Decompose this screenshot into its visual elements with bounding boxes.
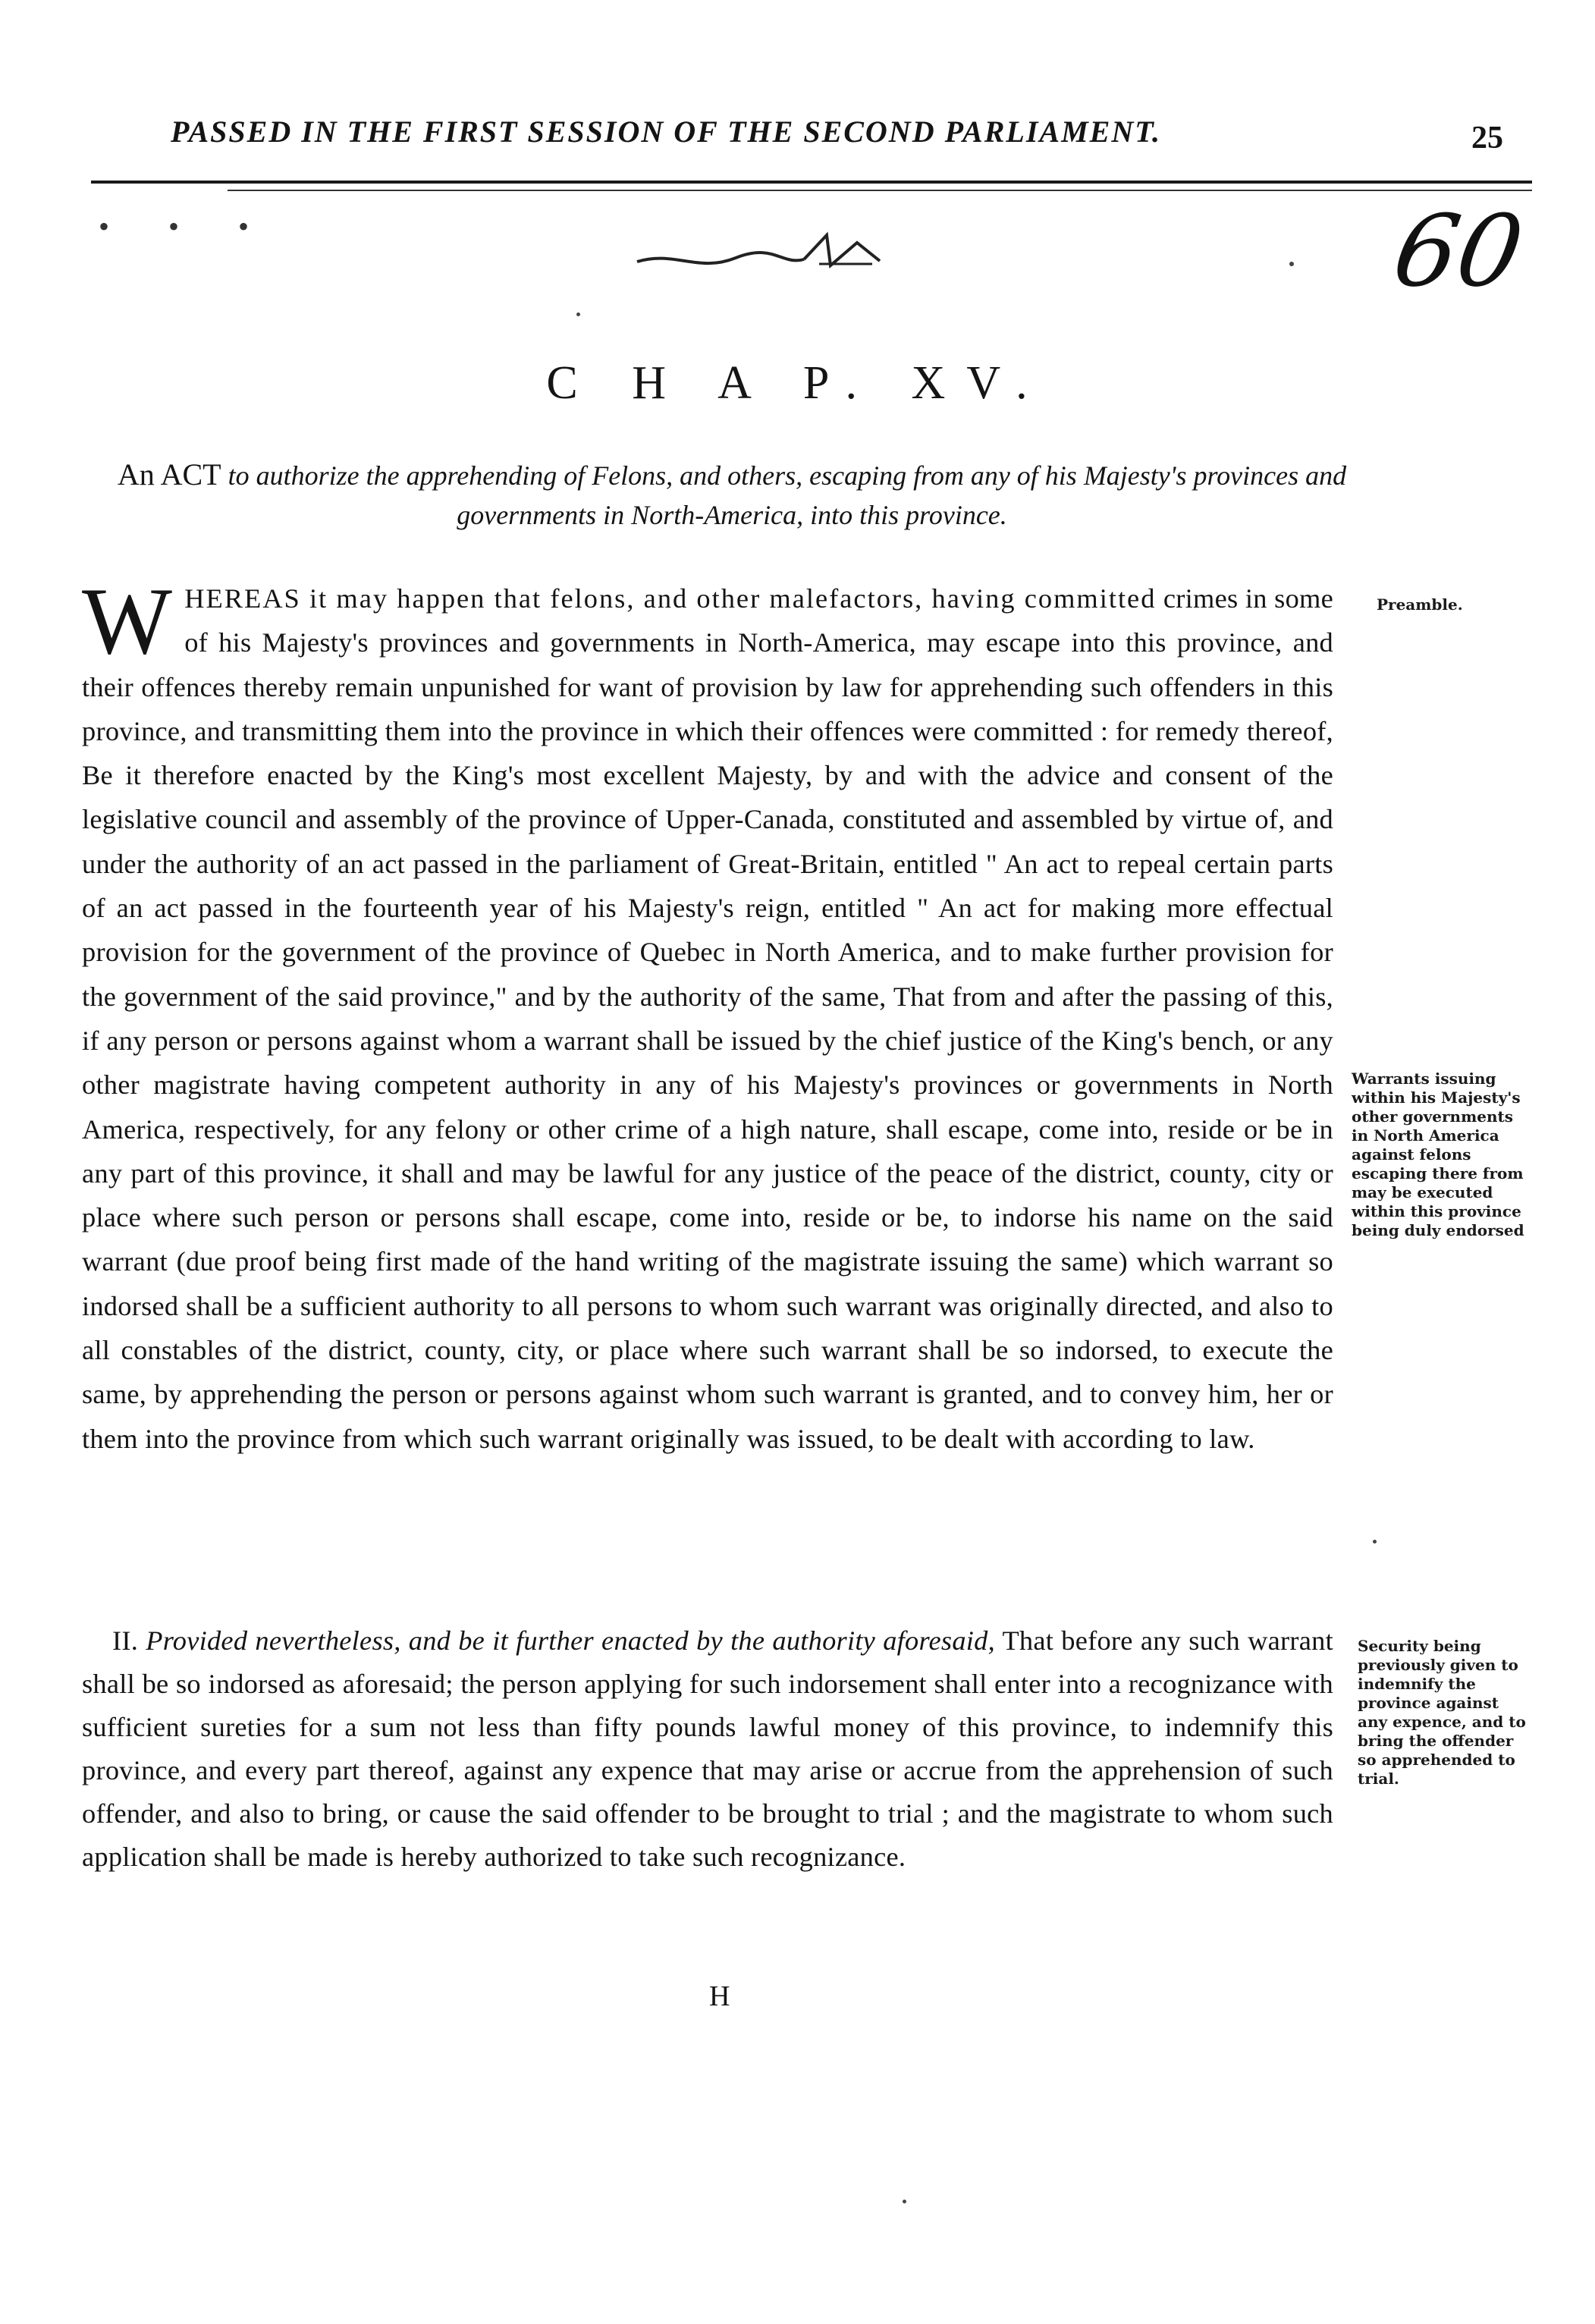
ink-speck (1289, 262, 1294, 266)
handwritten-folio-number: 60 (1385, 193, 1531, 309)
handwritten-scribble (630, 228, 933, 288)
act-title (80, 455, 1384, 535)
margin-note-warrants: Warrants issuing within his Majesty's other governments in North America against felons escaping there from may be executed within this province being duly endorsed (1352, 1069, 1524, 1239)
section-two (82, 1619, 1333, 1879)
ink-speck (576, 312, 580, 316)
header-rule (91, 181, 1532, 184)
running-head: PASSED IN THE FIRST SESSION OF THE SECOND PARLIAMENT. (171, 115, 1161, 149)
section-number: II. (112, 1625, 139, 1656)
preamble-body (82, 569, 1333, 1461)
ink-speck (903, 2200, 906, 2203)
act-title-text: to authorize the apprehending of Felons, and others, escaping from any of his Majesty's provinces and governments in North-America, into this province. (228, 460, 1347, 530)
page-number: 25 (1471, 121, 1503, 155)
signature-mark: H (709, 1980, 730, 2012)
header-rule-secondary (228, 190, 1532, 191)
section-proviso: Provided nevertheless, and be it further enacted by the authority aforesaid, (146, 1625, 995, 1656)
preamble-text: crimes in some of his Majesty's provinces and governments in North-America, may escape into this province, and their offences thereby remain unpunished for want of provision by law for apprehending such offenders in this province, and transmitting them into the province in which their offences were committed : for remedy thereof, Be it therefore enacted by the King's most excellent Majesty, by and with the advice and consent of the legislative council and assembly of the province of Upper-Canada, constituted and assembled by virtue of, and under the authority of an act passed in the parliament of Great-Britain, entitled " An act to repeal certain parts of an act passed in the fourteenth year of his Majesty's reign, entitled " An act for making more effectual provision for the government of the province of Quebec in North America, and to make further provision for the government of the said province," and by the authority of the same, That from and after the passing of this, if any person or persons against whom a warrant shall be issued by the chief justice of the King's bench, or any other magistrate having competent authority in any of his Majesty's provinces or governments in North America, respectively, for any felony or other crime of a high nature, shall escape, come into, reside or be in any part of this province, it shall and may be lawful for any justice of the peace of the district, county, city or place where such person or persons shall escape, come into, reside or be, to indorse his name on the said warrant (due proof being first made of the hand writing of the magistrate issuing the same) which warrant so indorsed shall be a sufficient authority to all persons to whom such warrant was originally directed, and also to all constables of the district, county, city, or place where such warrant shall be so indorsed, to execute the same, by apprehending the person or persons against whom such warrant is granted, and to convey him, her or them into the province from which such warrant originally was issued, to be dealt with according to law. (82, 583, 1333, 1454)
margin-note-security: Security being previously given to indemnify the province against any expence, and to bring the offender so apprehended to trial. (1358, 1637, 1526, 1788)
stray-ink-dots: • • • (99, 209, 275, 243)
act-title-lead: An ACT (117, 457, 221, 491)
ink-speck (1373, 1540, 1377, 1544)
margin-note-preamble: Preamble. (1377, 595, 1463, 614)
drop-cap: W (82, 569, 173, 674)
chapter-heading: C H A P. XV. (546, 357, 1049, 409)
preamble-first-line: HEREAS it may happen that felons, and other malefactors, having committed (184, 583, 1157, 614)
section-text: That before any such warrant shall be so indorsed as aforesaid; the person applying for such indorsement shall enter into a recognizance with sufficient sureties for a sum not less than fifty pounds lawful money of this province, to indemnify this province, and every part thereof, against any expence that may arise or accrue from the apprehension of such offender, and also to bring, or cause the said offender to be brought to trial ; and the magistrate to whom such application shall be made is hereby authorized to take such recognizance. (82, 1625, 1333, 1872)
